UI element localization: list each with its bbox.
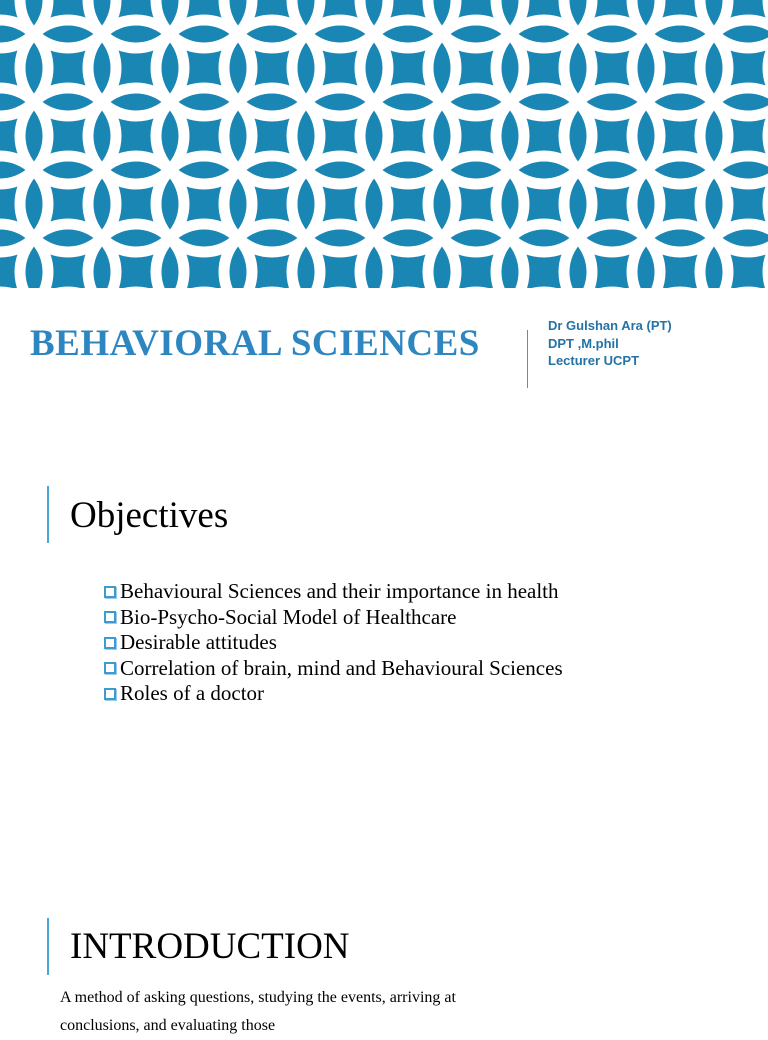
objectives-heading: Objectives (70, 495, 229, 536)
introduction-body: A method of asking questions, studying the events, arriving at conclusions, and evaluating those (60, 989, 456, 1034)
list-item-text: Correlation of brain, mind and Behavioural Sciences (120, 655, 563, 680)
presentation-title: BEHAVIORAL SCIENCES (30, 323, 480, 364)
checkbox-icon (104, 611, 116, 623)
checkbox-icon (104, 637, 116, 649)
list-item (104, 681, 563, 707)
title-divider (527, 330, 528, 388)
banner-circle (700, 292, 768, 388)
author-position: Lecturer UCPT (548, 353, 640, 368)
list-item (104, 630, 563, 656)
introduction-accent-bar (47, 918, 49, 975)
list-item-text: Roles of a doctor (120, 681, 265, 705)
list-item-text: Bio-Psycho-Social Model of Healthcare (120, 604, 457, 629)
banner-pattern (0, 0, 768, 288)
list-item-text: Desirable attitudes (120, 630, 277, 654)
checkbox-icon (104, 688, 116, 700)
list-item (104, 605, 563, 631)
author-degree: DPT ,M.phil (548, 335, 619, 351)
checkbox-icon (104, 586, 116, 598)
author-name: Dr Gulshan Ara (PT) (548, 318, 672, 333)
objectives-list (104, 579, 563, 707)
checkbox-icon (104, 662, 116, 674)
author-info (548, 317, 672, 370)
objectives-accent-bar (47, 486, 49, 543)
introduction-heading: INTRODUCTION (70, 926, 350, 967)
list-item-text: Behavioural Sciences and their importance in health (120, 579, 559, 603)
list-item (104, 579, 563, 605)
list-item (104, 656, 563, 682)
